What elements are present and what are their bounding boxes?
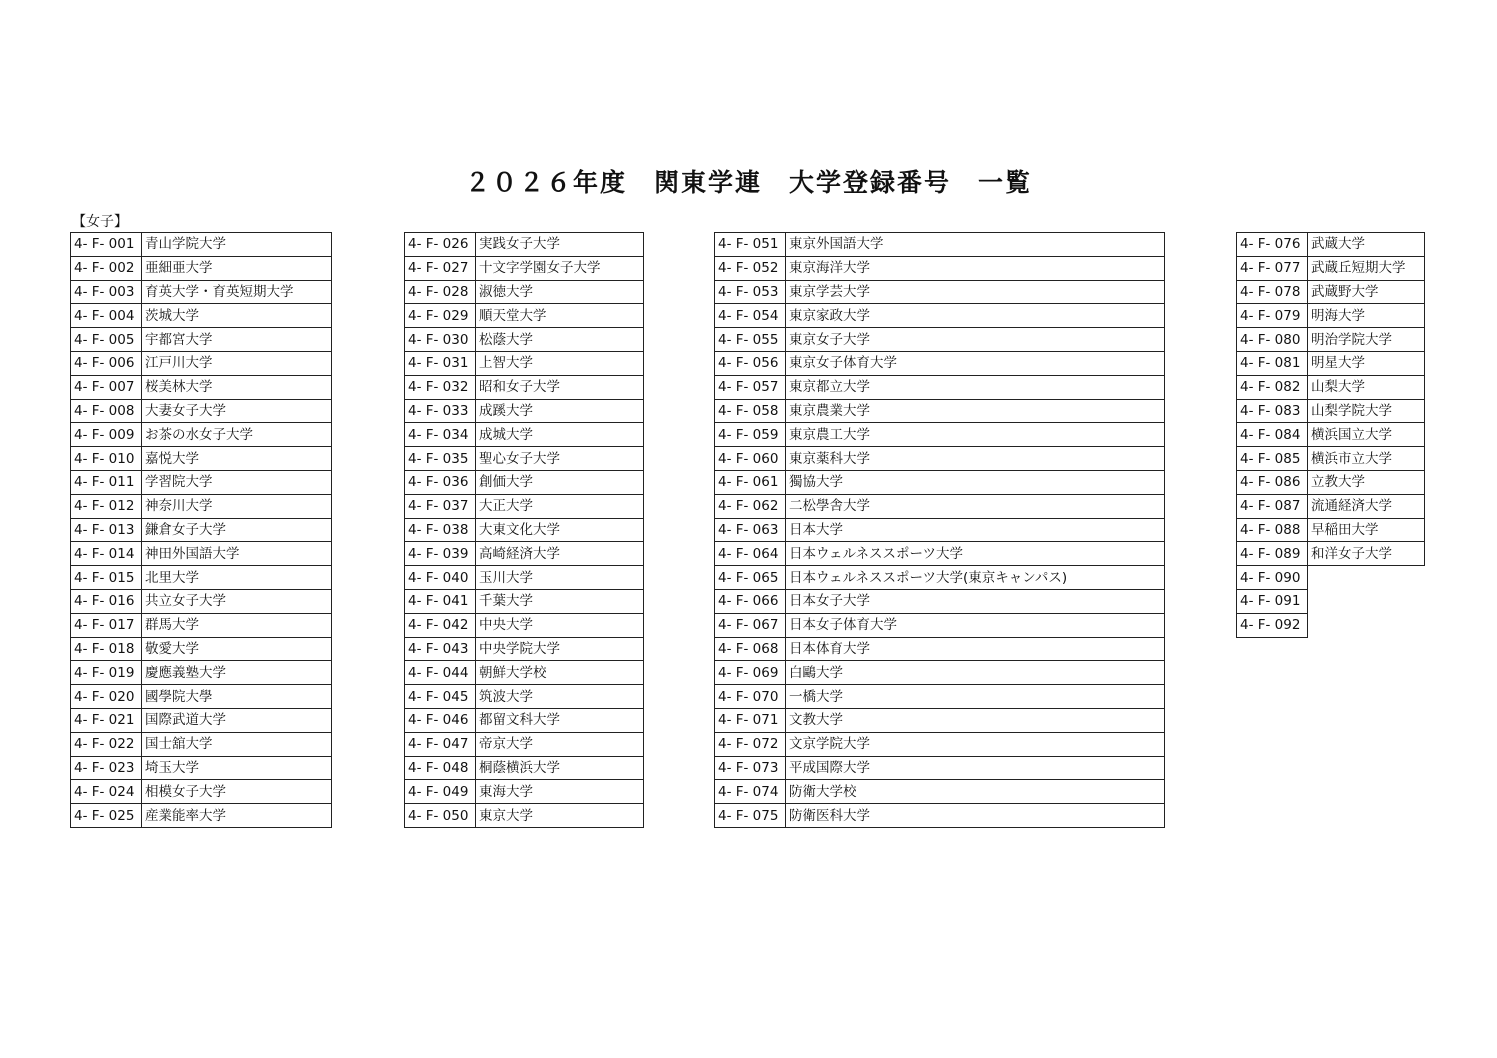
- university-name: 武蔵大学: [1308, 233, 1425, 257]
- registration-code: 4- F- 007: [71, 375, 142, 399]
- university-name: 國學院大學: [142, 685, 332, 709]
- registration-code: 4- F- 035: [405, 447, 476, 471]
- registration-table-2: [404, 232, 644, 828]
- table-row: [405, 447, 644, 471]
- registration-table-4: [1236, 232, 1425, 638]
- registration-code: 4- F- 047: [405, 732, 476, 756]
- table-row: [1237, 304, 1425, 328]
- table-row: [71, 518, 332, 542]
- university-name: 東海大学: [476, 780, 644, 804]
- university-name: 防衛大学校: [786, 780, 1165, 804]
- table-row: [1237, 351, 1425, 375]
- university-name: 二松學舎大学: [786, 494, 1165, 518]
- university-name: 相模女子大学: [142, 780, 332, 804]
- registration-code: 4- F- 029: [405, 304, 476, 328]
- table-row: [1237, 494, 1425, 518]
- registration-code: 4- F- 092: [1237, 613, 1308, 637]
- table-row: [405, 233, 644, 257]
- registration-code: 4- F- 053: [715, 280, 786, 304]
- page-title: ２０２６年度 関東学連 大学登録番号 一覧: [464, 168, 1032, 197]
- registration-code: 4- F- 082: [1237, 375, 1308, 399]
- university-name: 埼玉大学: [142, 756, 332, 780]
- registration-code: 4- F- 040: [405, 566, 476, 590]
- table-row: [405, 756, 644, 780]
- university-name: 江戸川大学: [142, 351, 332, 375]
- table-row: [71, 566, 332, 590]
- table-row: [71, 304, 332, 328]
- university-name: 横浜国立大学: [1308, 423, 1425, 447]
- university-name: 桐蔭横浜大学: [476, 756, 644, 780]
- registration-code: 4- F- 056: [715, 351, 786, 375]
- university-name: 東京薬科大学: [786, 447, 1165, 471]
- university-name: 獨協大学: [786, 470, 1165, 494]
- university-name: 山梨大学: [1308, 375, 1425, 399]
- table-row: [71, 732, 332, 756]
- university-name: 敬愛大学: [142, 637, 332, 661]
- registration-code: 4- F- 042: [405, 613, 476, 637]
- table-row: [71, 447, 332, 471]
- table-row: [1237, 375, 1425, 399]
- table-row: [1237, 256, 1425, 280]
- table-row: [71, 423, 332, 447]
- table-row: [715, 280, 1165, 304]
- registration-code: 4- F- 065: [715, 566, 786, 590]
- registration-code: 4- F- 081: [1237, 351, 1308, 375]
- registration-code: 4- F- 001: [71, 233, 142, 257]
- university-name: 青山学院大学: [142, 233, 332, 257]
- university-name: 東京農工大学: [786, 423, 1165, 447]
- registration-code: 4- F- 012: [71, 494, 142, 518]
- registration-code: 4- F- 016: [71, 589, 142, 613]
- registration-code: 4- F- 090: [1237, 566, 1308, 590]
- university-name: 日本大学: [786, 518, 1165, 542]
- table-row: [405, 708, 644, 732]
- registration-code: 4- F- 032: [405, 375, 476, 399]
- table-row: [1237, 399, 1425, 423]
- table-row: [71, 542, 332, 566]
- university-name: 亜細亜大学: [142, 256, 332, 280]
- section-label: 【女子】: [72, 214, 128, 230]
- registration-code: 4- F- 064: [715, 542, 786, 566]
- university-name: 筑波大学: [476, 685, 644, 709]
- university-name: 帝京大学: [476, 732, 644, 756]
- table-row: [1237, 613, 1425, 637]
- registration-code: 4- F- 048: [405, 756, 476, 780]
- table-row: [715, 708, 1165, 732]
- university-name: 明星大学: [1308, 351, 1425, 375]
- university-name: 順天堂大学: [476, 304, 644, 328]
- registration-code: 4- F- 025: [71, 804, 142, 828]
- table-row: [715, 470, 1165, 494]
- university-name: 日本ウェルネススポーツ大学(東京キャンパス): [786, 566, 1165, 590]
- table-row: [405, 804, 644, 828]
- registration-code: 4- F- 075: [715, 804, 786, 828]
- registration-table-1: [70, 232, 332, 828]
- table-row: [715, 637, 1165, 661]
- table-row: [715, 494, 1165, 518]
- university-name: 東京家政大学: [786, 304, 1165, 328]
- university-name: 育英大学・育英短期大学: [142, 280, 332, 304]
- university-name: 高崎経済大学: [476, 542, 644, 566]
- university-name: 日本女子体育大学: [786, 613, 1165, 637]
- university-name: 学習院大学: [142, 470, 332, 494]
- university-name: 聖心女子大学: [476, 447, 644, 471]
- university-name: 東京都立大学: [786, 375, 1165, 399]
- registration-code: 4- F- 078: [1237, 280, 1308, 304]
- university-name: 玉川大学: [476, 566, 644, 590]
- university-name: 上智大学: [476, 351, 644, 375]
- table-row: [1237, 233, 1425, 257]
- university-name: 明治学院大学: [1308, 328, 1425, 352]
- registration-code: 4- F- 010: [71, 447, 142, 471]
- table-row: [405, 351, 644, 375]
- university-name: 宇都宮大学: [142, 328, 332, 352]
- registration-code: 4- F- 005: [71, 328, 142, 352]
- registration-code: 4- F- 021: [71, 708, 142, 732]
- table-row: [71, 280, 332, 304]
- table-row: [1237, 328, 1425, 352]
- registration-code: 4- F- 067: [715, 613, 786, 637]
- registration-code: 4- F- 019: [71, 661, 142, 685]
- table-row: [405, 613, 644, 637]
- university-name: 東京女子大学: [786, 328, 1165, 352]
- table-row: [71, 589, 332, 613]
- table-row: [405, 661, 644, 685]
- table-row: [71, 470, 332, 494]
- registration-code: 4- F- 015: [71, 566, 142, 590]
- registration-code: 4- F- 027: [405, 256, 476, 280]
- university-name: 一橋大学: [786, 685, 1165, 709]
- registration-code: 4- F- 087: [1237, 494, 1308, 518]
- registration-code: 4- F- 072: [715, 732, 786, 756]
- university-name: 横浜市立大学: [1308, 447, 1425, 471]
- registration-code: 4- F- 070: [715, 685, 786, 709]
- registration-code: 4- F- 046: [405, 708, 476, 732]
- university-name: 神奈川大学: [142, 494, 332, 518]
- university-name: 日本ウェルネススポーツ大学: [786, 542, 1165, 566]
- table-row: [405, 256, 644, 280]
- registration-code: 4- F- 060: [715, 447, 786, 471]
- university-name: 日本女子大学: [786, 589, 1165, 613]
- university-name: 都留文科大学: [476, 708, 644, 732]
- university-name: 武蔵丘短期大学: [1308, 256, 1425, 280]
- table-row: [1237, 447, 1425, 471]
- table-row: [715, 328, 1165, 352]
- registration-code: 4- F- 003: [71, 280, 142, 304]
- table-row: [715, 399, 1165, 423]
- registration-code: 4- F- 004: [71, 304, 142, 328]
- university-name: [1308, 589, 1425, 613]
- table-row: [1237, 280, 1425, 304]
- table-row: [405, 685, 644, 709]
- table-row: [71, 375, 332, 399]
- registration-code: 4- F- 024: [71, 780, 142, 804]
- registration-code: 4- F- 038: [405, 518, 476, 542]
- registration-code: 4- F- 041: [405, 589, 476, 613]
- registration-code: 4- F- 044: [405, 661, 476, 685]
- registration-code: 4- F- 080: [1237, 328, 1308, 352]
- registration-code: 4- F- 083: [1237, 399, 1308, 423]
- table-row: [715, 613, 1165, 637]
- registration-code: 4- F- 091: [1237, 589, 1308, 613]
- table-row: [405, 780, 644, 804]
- registration-code: 4- F- 009: [71, 423, 142, 447]
- table-row: [715, 423, 1165, 447]
- university-name: 国士舘大学: [142, 732, 332, 756]
- university-name: 昭和女子大学: [476, 375, 644, 399]
- table-row: [405, 542, 644, 566]
- university-name: 淑徳大学: [476, 280, 644, 304]
- registration-code: 4- F- 013: [71, 518, 142, 542]
- university-name: 東京大学: [476, 804, 644, 828]
- registration-code: 4- F- 051: [715, 233, 786, 257]
- university-name: 文教大学: [786, 708, 1165, 732]
- table-row: [71, 328, 332, 352]
- university-name: 東京海洋大学: [786, 256, 1165, 280]
- table-row: [1237, 566, 1425, 590]
- table-row: [405, 494, 644, 518]
- table-row: [405, 732, 644, 756]
- university-name: [1308, 613, 1425, 637]
- registration-code: 4- F- 086: [1237, 470, 1308, 494]
- registration-code: 4- F- 066: [715, 589, 786, 613]
- table-row: [715, 518, 1165, 542]
- university-name: 共立女子大学: [142, 589, 332, 613]
- registration-code: 4- F- 011: [71, 470, 142, 494]
- university-name: 中央大学: [476, 613, 644, 637]
- university-name: 中央学院大学: [476, 637, 644, 661]
- university-name: 東京外国語大学: [786, 233, 1165, 257]
- registration-code: 4- F- 088: [1237, 518, 1308, 542]
- university-name: 松蔭大学: [476, 328, 644, 352]
- registration-code: 4- F- 031: [405, 351, 476, 375]
- registration-code: 4- F- 076: [1237, 233, 1308, 257]
- university-name: 文京学院大学: [786, 732, 1165, 756]
- university-name: 日本体育大学: [786, 637, 1165, 661]
- registration-code: 4- F- 059: [715, 423, 786, 447]
- table-row: [71, 256, 332, 280]
- table-row: [71, 637, 332, 661]
- registration-code: 4- F- 002: [71, 256, 142, 280]
- registration-code: 4- F- 062: [715, 494, 786, 518]
- university-name: 大東文化大学: [476, 518, 644, 542]
- university-name: 東京学芸大学: [786, 280, 1165, 304]
- table-row: [715, 756, 1165, 780]
- table-row: [715, 780, 1165, 804]
- registration-code: 4- F- 079: [1237, 304, 1308, 328]
- registration-code: 4- F- 039: [405, 542, 476, 566]
- table-row: [71, 494, 332, 518]
- university-name: 鎌倉女子大学: [142, 518, 332, 542]
- university-name: 大正大学: [476, 494, 644, 518]
- table-row: [715, 304, 1165, 328]
- table-row: [1237, 542, 1425, 566]
- table-row: [71, 685, 332, 709]
- university-name: 産業能率大学: [142, 804, 332, 828]
- table-row: [715, 589, 1165, 613]
- registration-code: 4- F- 049: [405, 780, 476, 804]
- university-name: 防衛医科大学: [786, 804, 1165, 828]
- table-row: [405, 423, 644, 447]
- registration-code: 4- F- 017: [71, 613, 142, 637]
- university-name: 群馬大学: [142, 613, 332, 637]
- registration-code: 4- F- 054: [715, 304, 786, 328]
- table-row: [71, 233, 332, 257]
- registration-code: 4- F- 061: [715, 470, 786, 494]
- table-row: [715, 351, 1165, 375]
- table-row: [405, 375, 644, 399]
- university-name: 茨城大学: [142, 304, 332, 328]
- university-name: 十文字学園女子大学: [476, 256, 644, 280]
- university-name: 和洋女子大学: [1308, 542, 1425, 566]
- table-row: [405, 304, 644, 328]
- registration-code: 4- F- 085: [1237, 447, 1308, 471]
- table-row: [405, 566, 644, 590]
- registration-code: 4- F- 026: [405, 233, 476, 257]
- university-name: 早稲田大学: [1308, 518, 1425, 542]
- registration-code: 4- F- 008: [71, 399, 142, 423]
- registration-code: 4- F- 069: [715, 661, 786, 685]
- registration-code: 4- F- 055: [715, 328, 786, 352]
- registration-code: 4- F- 074: [715, 780, 786, 804]
- university-name: 国際武道大学: [142, 708, 332, 732]
- registration-code: 4- F- 034: [405, 423, 476, 447]
- table-row: [405, 470, 644, 494]
- registration-code: 4- F- 023: [71, 756, 142, 780]
- university-name: 創価大学: [476, 470, 644, 494]
- registration-code: 4- F- 020: [71, 685, 142, 709]
- university-name: 朝鮮大学校: [476, 661, 644, 685]
- registration-code: 4- F- 058: [715, 399, 786, 423]
- university-name: 平成国際大学: [786, 756, 1165, 780]
- registration-code: 4- F- 052: [715, 256, 786, 280]
- table-row: [715, 256, 1165, 280]
- registration-code: 4- F- 084: [1237, 423, 1308, 447]
- registration-code: 4- F- 050: [405, 804, 476, 828]
- university-name: 山梨学院大学: [1308, 399, 1425, 423]
- registration-code: 4- F- 022: [71, 732, 142, 756]
- university-name: 東京女子体育大学: [786, 351, 1165, 375]
- table-row: [715, 542, 1165, 566]
- university-name: 慶應義塾大学: [142, 661, 332, 685]
- registration-code: 4- F- 045: [405, 685, 476, 709]
- university-name: 武蔵野大学: [1308, 280, 1425, 304]
- university-name: [1308, 566, 1425, 590]
- registration-code: 4- F- 073: [715, 756, 786, 780]
- registration-code: 4- F- 028: [405, 280, 476, 304]
- university-name: 成蹊大学: [476, 399, 644, 423]
- registration-code: 4- F- 036: [405, 470, 476, 494]
- table-row: [405, 399, 644, 423]
- university-name: 実践女子大学: [476, 233, 644, 257]
- university-name: 流通経済大学: [1308, 494, 1425, 518]
- registration-code: 4- F- 057: [715, 375, 786, 399]
- registration-code: 4- F- 014: [71, 542, 142, 566]
- registration-code: 4- F- 033: [405, 399, 476, 423]
- registration-code: 4- F- 018: [71, 637, 142, 661]
- registration-code: 4- F- 071: [715, 708, 786, 732]
- table-row: [715, 804, 1165, 828]
- registration-table-3: [714, 232, 1165, 828]
- table-row: [71, 661, 332, 685]
- table-row: [71, 399, 332, 423]
- registration-code: 4- F- 063: [715, 518, 786, 542]
- registration-code: 4- F- 006: [71, 351, 142, 375]
- university-name: 北里大学: [142, 566, 332, 590]
- university-name: 神田外国語大学: [142, 542, 332, 566]
- university-name: お茶の水女子大学: [142, 423, 332, 447]
- table-row: [1237, 470, 1425, 494]
- table-row: [71, 756, 332, 780]
- university-name: 嘉悦大学: [142, 447, 332, 471]
- university-name: 大妻女子大学: [142, 399, 332, 423]
- table-row: [715, 566, 1165, 590]
- registration-code: 4- F- 030: [405, 328, 476, 352]
- university-name: 白鷗大学: [786, 661, 1165, 685]
- registration-code: 4- F- 077: [1237, 256, 1308, 280]
- table-row: [715, 233, 1165, 257]
- table-row: [1237, 423, 1425, 447]
- table-row: [71, 780, 332, 804]
- university-name: 千葉大学: [476, 589, 644, 613]
- table-row: [715, 375, 1165, 399]
- table-row: [405, 280, 644, 304]
- table-row: [715, 661, 1165, 685]
- table-row: [405, 328, 644, 352]
- registration-code: 4- F- 068: [715, 637, 786, 661]
- table-row: [71, 708, 332, 732]
- table-row: [1237, 589, 1425, 613]
- university-name: 成城大学: [476, 423, 644, 447]
- table-row: [715, 732, 1165, 756]
- table-row: [71, 351, 332, 375]
- university-name: 東京農業大学: [786, 399, 1165, 423]
- registration-code: 4- F- 037: [405, 494, 476, 518]
- table-row: [71, 804, 332, 828]
- table-row: [715, 447, 1165, 471]
- university-name: 明海大学: [1308, 304, 1425, 328]
- table-row: [405, 637, 644, 661]
- registration-code: 4- F- 089: [1237, 542, 1308, 566]
- table-row: [715, 685, 1165, 709]
- table-row: [405, 589, 644, 613]
- table-row: [71, 613, 332, 637]
- table-row: [405, 518, 644, 542]
- university-name: 桜美林大学: [142, 375, 332, 399]
- table-row: [1237, 518, 1425, 542]
- university-name: 立教大学: [1308, 470, 1425, 494]
- registration-code: 4- F- 043: [405, 637, 476, 661]
